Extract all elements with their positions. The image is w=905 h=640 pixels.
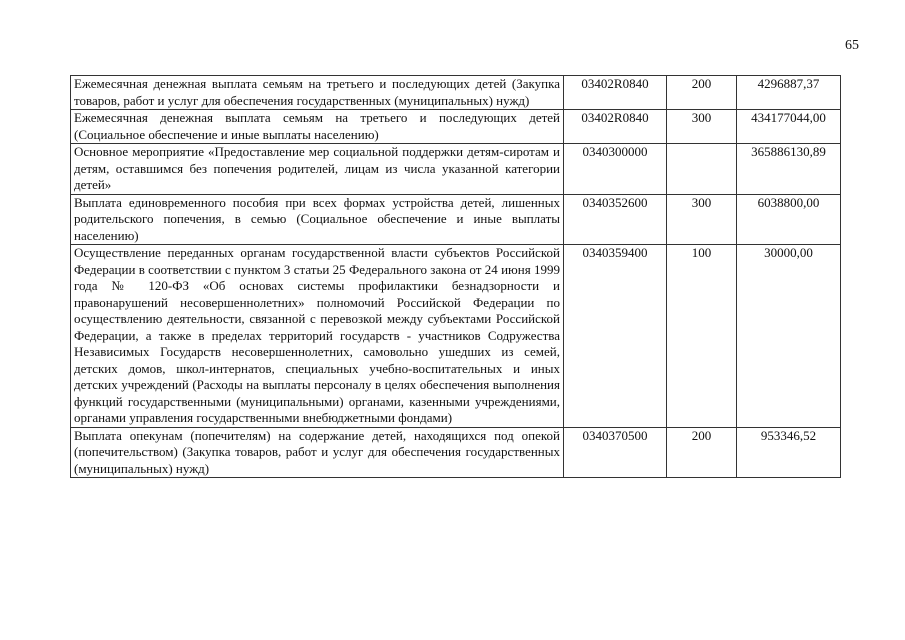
expense-name: Осуществление переданных органам государственной власти субъектов Российской Федерации в соответствии с пунктом 3 статьи 25 Федерального закона от 24 июня 1999 года № 120-ФЗ «Об основах системы профилактики безнадзорности и правонарушений несовершеннолетних» полномочий Российской Федерации по осуществлению деятельности, связанной с перевозкой между субъектами Российской Федерации, а также в пределах территорий государств - участников Содружества Независимых Государств несовершеннолетних, самовольно ушедших из семей, детских домов, школ-интернатов, специальных учебно-воспитательных и иных детских учреждений (Расходы на выплаты персоналу в целях обеспечения выполнения функций государственными (муниципальными) органами, казенными учреждениями, органами управления государственными внебюджетными фондами) (71, 245, 564, 428)
expense-name: Ежемесячная денежная выплата семьям на третьего и последующих детей (Закупка товаров, работ и услуг для обеспечения государственных (муниципальных) нужд) (71, 76, 564, 110)
amount: 365886130,89 (737, 144, 841, 195)
table-row (71, 245, 841, 428)
target-code: 0340370500 (564, 427, 667, 478)
expense-type-code: 200 (667, 427, 737, 478)
amount: 4296887,37 (737, 76, 841, 110)
target-code: 03402R0840 (564, 76, 667, 110)
target-code: 0340359400 (564, 245, 667, 428)
table-row (71, 76, 841, 110)
expense-type-code: 300 (667, 194, 737, 245)
expense-name: Ежемесячная денежная выплата семьям на третьего и последующих детей (Социальное обеспечение и иные выплаты населению) (71, 110, 564, 144)
expense-type-code: 300 (667, 110, 737, 144)
target-code: 03402R0840 (564, 110, 667, 144)
table-row (71, 427, 841, 478)
amount: 30000,00 (737, 245, 841, 428)
target-code: 0340300000 (564, 144, 667, 195)
expense-name: Выплата единовременного пособия при всех формах устройства детей, лишенных родительского попечения, в семью (Социальное обеспечение и иные выплаты населению) (71, 194, 564, 245)
budget-table (70, 75, 841, 478)
expense-type-code (667, 144, 737, 195)
expense-type-code: 200 (667, 76, 737, 110)
expense-name: Основное мероприятие «Предоставление мер социальной поддержки детям-сиротам и детям, оставшимся без попечения родителей, лицам из числа указанной категории детей» (71, 144, 564, 195)
table-row (71, 194, 841, 245)
table-row (71, 144, 841, 195)
amount: 434177044,00 (737, 110, 841, 144)
expense-name: Выплата опекунам (попечителям) на содержание детей, находящихся под опекой (попечительством) (Закупка товаров, работ и услуг для обеспечения государственных (муниципальных) нужд) (71, 427, 564, 478)
target-code: 0340352600 (564, 194, 667, 245)
amount: 953346,52 (737, 427, 841, 478)
expense-type-code: 100 (667, 245, 737, 428)
table-row (71, 110, 841, 144)
page-number: 65 (845, 38, 859, 53)
amount: 6038800,00 (737, 194, 841, 245)
